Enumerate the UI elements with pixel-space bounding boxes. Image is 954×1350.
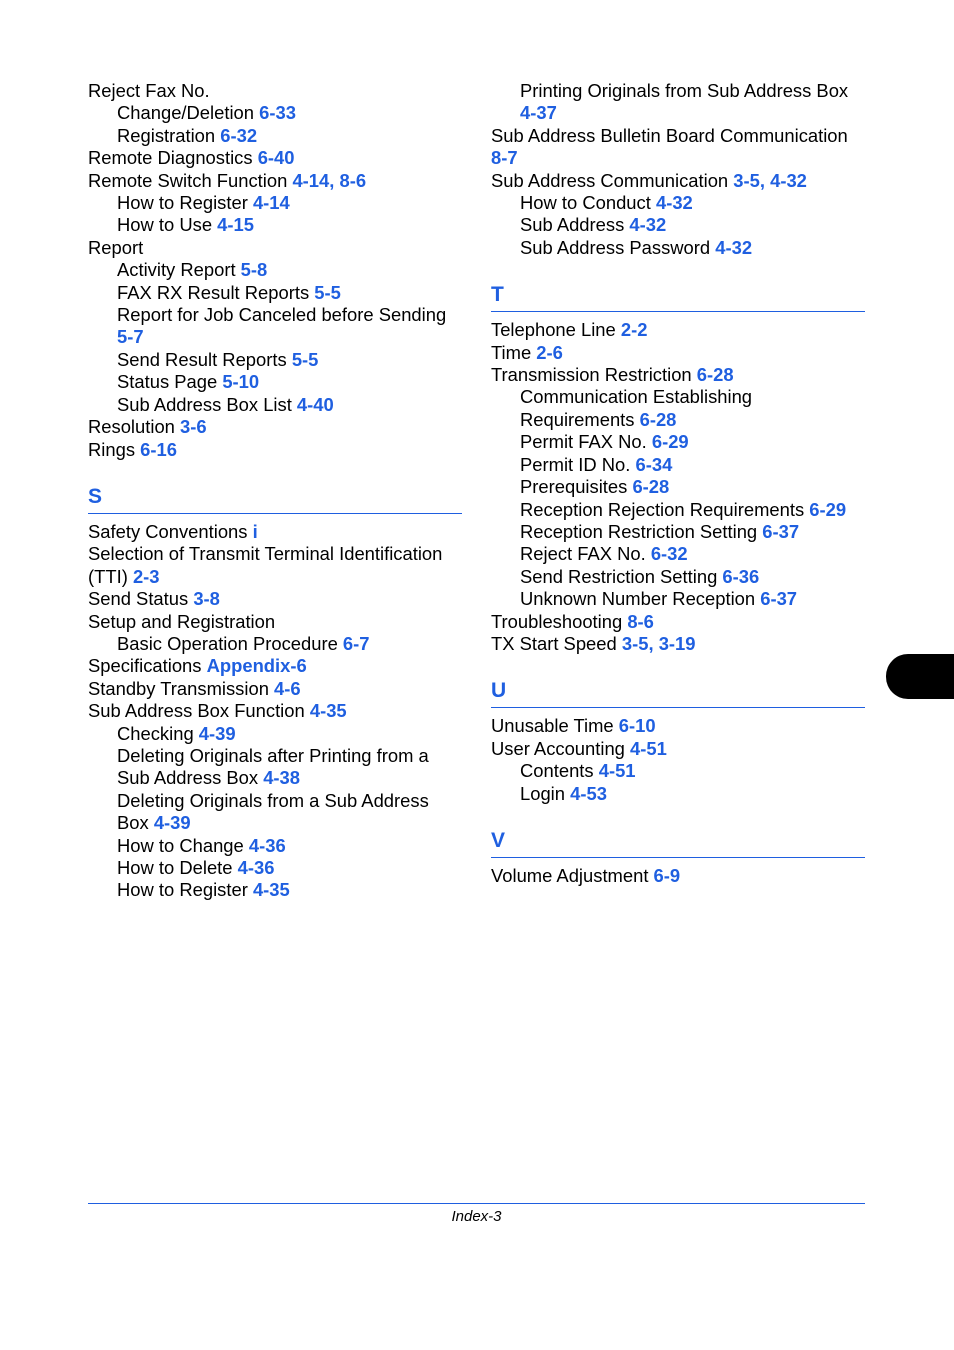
index-term: Sub Address Communication <box>491 169 734 191</box>
index-term: Reception Rejection Requirements <box>520 498 810 520</box>
page-reference-link[interactable]: 8-6 <box>627 610 654 632</box>
index-term: Telephone Line <box>491 319 621 341</box>
index-term: Reject Fax No. <box>88 80 210 101</box>
page-reference-link[interactable]: 4-14 <box>292 169 330 191</box>
page-reference-link[interactable]: 6-32 <box>220 124 258 146</box>
index-column-right <box>491 80 865 887</box>
index-subentry <box>88 259 462 281</box>
index-term: Communication Establishing Requirements <box>520 386 753 430</box>
index-term: Login <box>520 782 571 804</box>
index-subentry <box>491 543 865 565</box>
index-subentry <box>88 745 462 790</box>
page-reference-link[interactable]: 6-32 <box>650 543 688 565</box>
index-term: Sub Address Box List <box>117 393 297 415</box>
index-entry <box>88 678 462 700</box>
index-entry <box>88 700 462 722</box>
index-entry <box>491 715 865 737</box>
index-term: Permit FAX No. <box>520 431 652 453</box>
index-letter-heading: T <box>491 259 865 312</box>
index-subentry <box>491 588 865 610</box>
page-reference-link[interactable]: 6-16 <box>140 438 177 460</box>
page-reference-link[interactable]: 4-6 <box>274 677 301 699</box>
index-term: Deleting Originals after Printing from a Sub Address Box <box>117 744 429 789</box>
page-reference-link[interactable]: 5-5 <box>291 348 319 370</box>
index-term: Registration <box>117 124 221 146</box>
index-term: How to Register <box>117 192 253 214</box>
page-reference-link[interactable]: Appendix-6 <box>206 655 307 677</box>
index-subentry <box>491 476 865 498</box>
index-letter-heading: S <box>88 461 462 514</box>
page-number: Index-3 <box>451 1208 502 1225</box>
page-reference-link[interactable]: 6-37 <box>762 520 800 542</box>
index-subentry <box>491 214 865 236</box>
index-term: Checking <box>117 722 199 744</box>
index-entry <box>491 865 865 887</box>
index-term: Unusable Time <box>491 715 619 737</box>
page-reference-link[interactable]: i <box>252 520 258 542</box>
page-reference-link[interactable]: 4-14 <box>252 192 290 214</box>
page-reference-link[interactable]: 3-5 <box>733 169 760 191</box>
page-reference-link[interactable]: 4-32 <box>629 214 667 236</box>
index-term: Specifications <box>88 655 207 677</box>
index-subentry <box>88 723 462 745</box>
index-term: Unknown Number Reception <box>520 588 761 610</box>
index-term: Send Restriction Setting <box>520 565 723 587</box>
page-reference-link[interactable]: 4-39 <box>153 812 191 834</box>
index-subentry <box>491 237 865 259</box>
page-reference-link[interactable]: 6-10 <box>618 715 656 737</box>
ref-separator: , <box>759 169 771 191</box>
index-term: Volume Adjustment <box>491 864 654 886</box>
index-subentry <box>88 102 462 124</box>
index-term: Transmission Restriction <box>491 364 697 386</box>
index-term: Reject FAX No. <box>520 543 651 565</box>
chapter-thumb-tab <box>886 654 954 699</box>
index-term: Sub Address Bulletin Board Communication <box>491 124 848 146</box>
page-reference-link[interactable]: 4-15 <box>217 214 254 236</box>
index-entry <box>88 416 462 438</box>
page-reference-link[interactable]: 6-28 <box>632 476 670 498</box>
page-reference-link[interactable]: 4-37 <box>520 102 557 124</box>
index-term: Remote Switch Function <box>88 169 293 191</box>
page-reference-link[interactable]: 4-35 <box>309 700 347 722</box>
index-entry <box>88 147 462 169</box>
page-reference-link[interactable]: 4-51 <box>630 737 667 759</box>
index-term: Printing Originals from Sub Address Box <box>520 80 849 101</box>
index-subentry <box>88 282 462 304</box>
index-subentry <box>491 431 865 453</box>
index-term: Sub Address <box>520 214 630 236</box>
page-reference-link[interactable]: 6-37 <box>760 588 798 610</box>
index-subentry <box>88 857 462 879</box>
page-reference-link[interactable]: 2-2 <box>620 319 648 341</box>
index-term: Send Status <box>88 588 194 610</box>
index-letter-heading: U <box>491 655 865 708</box>
page-reference-link[interactable]: 6-34 <box>635 453 673 475</box>
page-reference-link[interactable]: 4-32 <box>770 169 807 191</box>
page-reference-link[interactable]: 5-8 <box>240 259 268 281</box>
page-reference-link[interactable]: 4-36 <box>237 857 275 878</box>
index-term: TX Start Speed <box>491 632 622 654</box>
page-reference-link[interactable]: 4-32 <box>715 236 753 258</box>
index-term: Deleting Originals from a Sub Address Box <box>117 789 429 834</box>
page-reference-link[interactable]: 4-39 <box>198 722 236 744</box>
page-reference-link[interactable]: 6-7 <box>342 632 370 654</box>
index-entry <box>88 655 462 677</box>
page-reference-link[interactable]: 3-5 <box>621 632 649 654</box>
index-term: Prerequisites <box>520 476 633 498</box>
index-entry <box>491 633 865 655</box>
index-term: How to Use <box>117 214 218 236</box>
page-reference-link[interactable]: 5-10 <box>222 371 260 393</box>
page-reference-link[interactable]: 6-29 <box>651 431 689 453</box>
index-subentry <box>491 499 865 521</box>
index-subentry <box>491 454 865 476</box>
index-term: Setup and Registration <box>88 610 276 632</box>
index-entry <box>491 342 865 364</box>
page-reference-link[interactable]: 6-9 <box>653 864 681 886</box>
index-entry <box>491 738 865 760</box>
index-subentry <box>491 386 865 431</box>
page-reference-link[interactable]: 3-19 <box>658 632 696 654</box>
page-reference-link[interactable]: 5-7 <box>117 326 144 348</box>
page-reference-link[interactable]: 4-35 <box>252 879 290 901</box>
index-term: Change/Deletion <box>117 102 260 124</box>
page-reference-link[interactable]: 5-5 <box>314 281 341 303</box>
index-subentry <box>88 790 462 835</box>
page-reference-link[interactable]: 6-36 <box>722 565 760 587</box>
index-entry <box>88 170 462 192</box>
footer-rule <box>88 1203 865 1204</box>
index-term: Safety Conventions <box>88 520 253 542</box>
index-entry <box>88 237 462 259</box>
index-term: Report <box>88 236 144 258</box>
index-term: User Accounting <box>491 737 631 759</box>
index-term: FAX RX Result Reports <box>117 281 315 303</box>
page-reference-link[interactable]: 4-36 <box>248 834 286 856</box>
index-term: Status Page <box>117 371 223 393</box>
index-entry <box>88 439 462 461</box>
index-term: Contents <box>520 760 599 782</box>
index-letter-heading: V <box>491 805 865 858</box>
index-subentry <box>491 192 865 214</box>
page-reference-link[interactable]: 4-51 <box>598 760 636 782</box>
index-entry <box>491 364 865 386</box>
index-entry <box>491 319 865 341</box>
page-reference-link[interactable]: 8-6 <box>339 169 367 191</box>
page-reference-link[interactable]: 4-38 <box>263 767 301 789</box>
index-term: Send Result Reports <box>117 348 292 370</box>
index-entry <box>88 611 462 633</box>
index-subentry <box>88 192 462 214</box>
index-subentry <box>88 214 462 236</box>
index-entry <box>491 170 865 192</box>
index-entry <box>491 125 865 170</box>
index-term: Sub Address Password <box>520 236 716 258</box>
index-subentry <box>88 349 462 371</box>
page-reference-link[interactable]: 2-3 <box>132 565 160 587</box>
page-reference-link[interactable]: 6-40 <box>257 147 295 169</box>
index-term: How to Change <box>117 834 249 856</box>
index-term: How to Delete <box>117 857 238 878</box>
index-term: How to Register <box>117 879 253 901</box>
index-subentry <box>491 760 865 782</box>
index-entry <box>88 80 462 102</box>
index-subentry <box>88 394 462 416</box>
index-column-left <box>88 80 462 902</box>
index-term: Reception Restriction Setting <box>520 520 763 542</box>
index-entry <box>491 611 865 633</box>
index-subentry <box>88 371 462 393</box>
page-reference-link[interactable]: 4-53 <box>570 782 607 804</box>
ref-separator: , <box>329 169 340 191</box>
index-subentry <box>491 566 865 588</box>
page-reference-link[interactable]: 2-6 <box>536 341 563 363</box>
index-subentry <box>491 80 865 125</box>
index-term: How to Conduct <box>520 192 656 214</box>
index-term: Sub Address Box Function <box>88 700 310 722</box>
index-subentry <box>491 521 865 543</box>
index-term: Rings <box>88 438 141 460</box>
index-subentry <box>88 879 462 901</box>
ref-separator: , <box>648 632 659 654</box>
index-term: Selection of Transmit Terminal Identification (TTI) <box>88 543 443 587</box>
page-reference-link[interactable]: 3-6 <box>180 416 207 438</box>
index-entry <box>88 521 462 543</box>
index-subentry <box>88 125 462 147</box>
index-subentry <box>491 783 865 805</box>
index-term: Time <box>491 341 537 363</box>
page-reference-link[interactable]: 6-28 <box>639 408 677 430</box>
page-reference-link[interactable]: 8-7 <box>491 147 518 169</box>
index-term: Troubleshooting <box>491 610 628 632</box>
index-term: Basic Operation Procedure <box>117 632 343 654</box>
page-reference-link[interactable]: 6-33 <box>259 102 296 124</box>
page-reference-link[interactable]: 4-40 <box>296 393 334 415</box>
page-reference-link[interactable]: 3-8 <box>193 588 220 610</box>
index-term: Activity Report <box>117 259 241 281</box>
index-entry <box>88 588 462 610</box>
index-subentry <box>88 304 462 349</box>
page-reference-link[interactable]: 6-28 <box>696 364 734 386</box>
page-reference-link[interactable]: 6-29 <box>809 498 847 520</box>
index-term: Resolution <box>88 416 181 438</box>
index-term: Report for Job Canceled before Sending <box>117 304 447 326</box>
index-term: Standby Transmission <box>88 677 275 699</box>
index-term: Remote Diagnostics <box>88 147 258 169</box>
index-term: Permit ID No. <box>520 453 636 475</box>
index-subentry <box>88 633 462 655</box>
index-entry <box>88 543 462 588</box>
page-reference-link[interactable]: 4-32 <box>655 192 693 214</box>
index-subentry <box>88 835 462 857</box>
